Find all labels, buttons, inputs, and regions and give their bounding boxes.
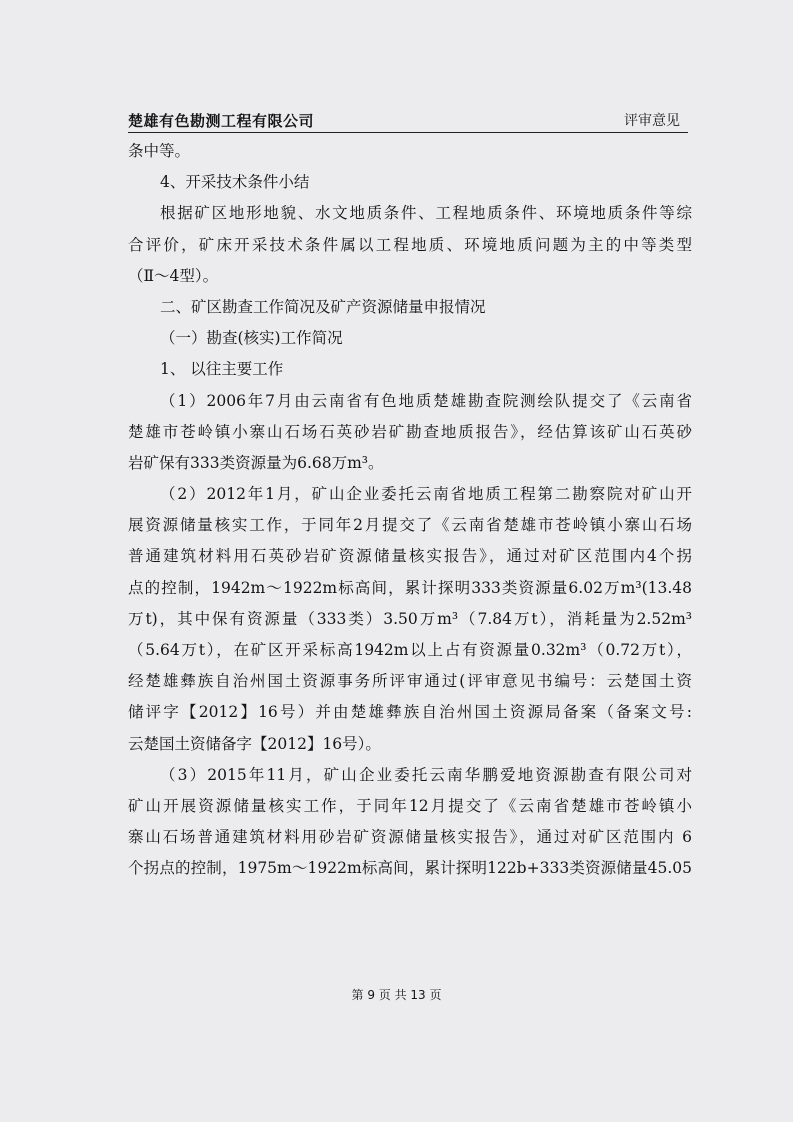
page-number: 第 9 页 共 13 页 xyxy=(351,988,442,1002)
paragraph-line: 云楚国土资储备字【2012】16号）。 xyxy=(128,734,381,753)
paragraph-line: 万t)，其中保有资源量（333类）3.50万m³（7.84万t），消耗量为2.52m³ xyxy=(128,609,692,628)
paragraph-line: 矿山开展资源储量核实工作，于同年12月提交了《云南省楚雄市苍岭镇小 xyxy=(128,796,692,815)
paragraph-line: 合评价，矿床开采技术条件属以工程地质、环境地质问题为主的中等类型 xyxy=(128,235,692,254)
paragraph-line: 个拐点的控制，1975m～1922m标高间，累计探明122b+333类资源储量45.05 xyxy=(128,859,692,878)
paragraph-line: 展资源储量核实工作，于同年2月提交了《云南省楚雄市苍岭镇小寨山石场 xyxy=(128,516,692,535)
paragraph-line: 根据矿区地形地貌、水文地质条件、工程地质条件、环境地质条件等综 xyxy=(160,204,692,223)
item-heading: 1、 以往主要工作 xyxy=(160,360,284,379)
company-name: 楚雄有色勘测工程有限公司 xyxy=(128,112,315,130)
page-header xyxy=(128,104,688,133)
subsection-heading: （一）勘查(核实)工作简况 xyxy=(160,329,343,348)
paragraph-line: 寨山石场普通建筑材料用砂岩矿资源储量核实报告》，通过对矿区范围内 6 xyxy=(128,828,692,847)
section-heading: 4、开采技术条件小结 xyxy=(160,173,310,192)
paragraph-line: （1）2006年7月由云南省有色地质楚雄勘查院测绘队提交了《云南省 xyxy=(160,391,692,410)
paragraph-line: （3）2015年11月，矿山企业委托云南华鹏爱地资源勘查有限公司对 xyxy=(160,765,692,784)
paragraph-line: 点的控制，1942m～1922m标高间，累计探明333类资源量6.02万m³(13.48 xyxy=(128,578,692,597)
chapter-heading: 二、矿区勘查工作简况及矿产资源储量申报情况 xyxy=(160,297,486,316)
paragraph-line: 经楚雄彝族自治州国土资源事务所评审通过(评审意见书编号：云楚国土资 xyxy=(128,672,692,691)
page-footer xyxy=(0,986,793,1003)
paragraph-line: 岩矿保有333类资源量为6.68万m³。 xyxy=(128,453,384,472)
paragraph-line: 储评字【2012】16号）并由楚雄彝族自治州国土资源局备案（备案文号: xyxy=(128,703,692,722)
paragraph-line: （5.64万t），在矿区开采标高1942m以上占有资源量0.32m³（0.72万t）， xyxy=(128,641,692,659)
paragraph-line: 楚雄市苍岭镇小寨山石场石英砂岩矿勘查地质报告》，经估算该矿山石英砂 xyxy=(128,422,692,441)
paragraph-line: 普通建筑材料用石英砂岩矿资源储量核实报告》，通过对矿区范围内4个拐 xyxy=(128,547,692,566)
paragraph-line: （2）2012年1月，矿山企业委托云南省地质工程第二勘察院对矿山开 xyxy=(160,485,692,504)
paragraph-line: （Ⅱ～4型）。 xyxy=(128,266,219,285)
document-type: 评审意见 xyxy=(624,113,680,129)
document-body xyxy=(128,136,692,885)
paragraph-line: 条中等。 xyxy=(128,142,191,160)
